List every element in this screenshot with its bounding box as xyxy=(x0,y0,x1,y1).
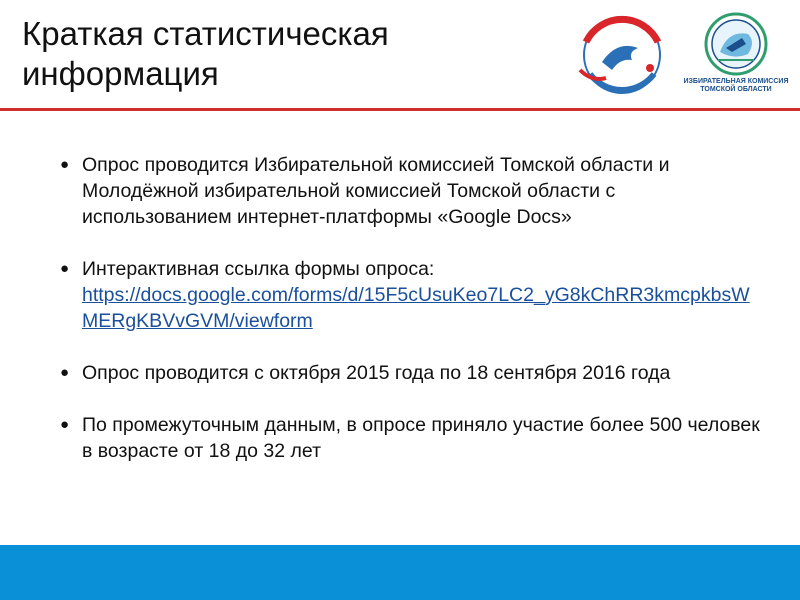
bullet-item xyxy=(60,256,760,334)
caption-line-2: ТОМСКОЙ ОБЛАСТИ xyxy=(700,86,772,93)
bullet-dot-icon: ● xyxy=(60,416,70,433)
youth-commission-logo-icon xyxy=(572,12,672,98)
survey-form-link[interactable]: https://docs.google.com/forms/d/15F5cUsuKeo7LC2_yG8kChRR3kmcpkbsWMERgKBVvGVM/viewform xyxy=(82,284,750,332)
bullet-text: Интерактивная ссылка формы опроса: xyxy=(82,258,435,280)
bullet-dot-icon: ● xyxy=(60,156,70,173)
red-divider xyxy=(0,108,800,111)
bullet-item xyxy=(60,152,760,230)
bullet-text: По промежуточным данным, в опросе приняло участие более 500 человек в возрасте от 18 до 32 лет xyxy=(82,414,760,462)
page-title: Краткая статистическая информация xyxy=(22,15,389,92)
bullet-text: Опрос проводится Избирательной комиссией Томской области и Молодёжной избирательной комиссией Томской области с использованием интернет-платформы «Google Docs» xyxy=(82,154,670,228)
bullet-item xyxy=(60,360,760,386)
regional-commission-logo-icon xyxy=(682,12,790,102)
regional-commission-caption xyxy=(682,78,790,94)
bullet-dot-icon: ● xyxy=(60,364,70,381)
bullet-list xyxy=(60,152,760,490)
caption-line-1: ИЗБИРАТЕЛЬНАЯ КОМИССИЯ xyxy=(683,78,789,85)
bullet-dot-icon: ● xyxy=(60,260,70,277)
bullet-item xyxy=(60,412,760,464)
bottom-bar xyxy=(0,545,800,600)
bullet-text: Опрос проводится с октября 2015 года по 18 сентября 2016 года xyxy=(82,362,671,384)
